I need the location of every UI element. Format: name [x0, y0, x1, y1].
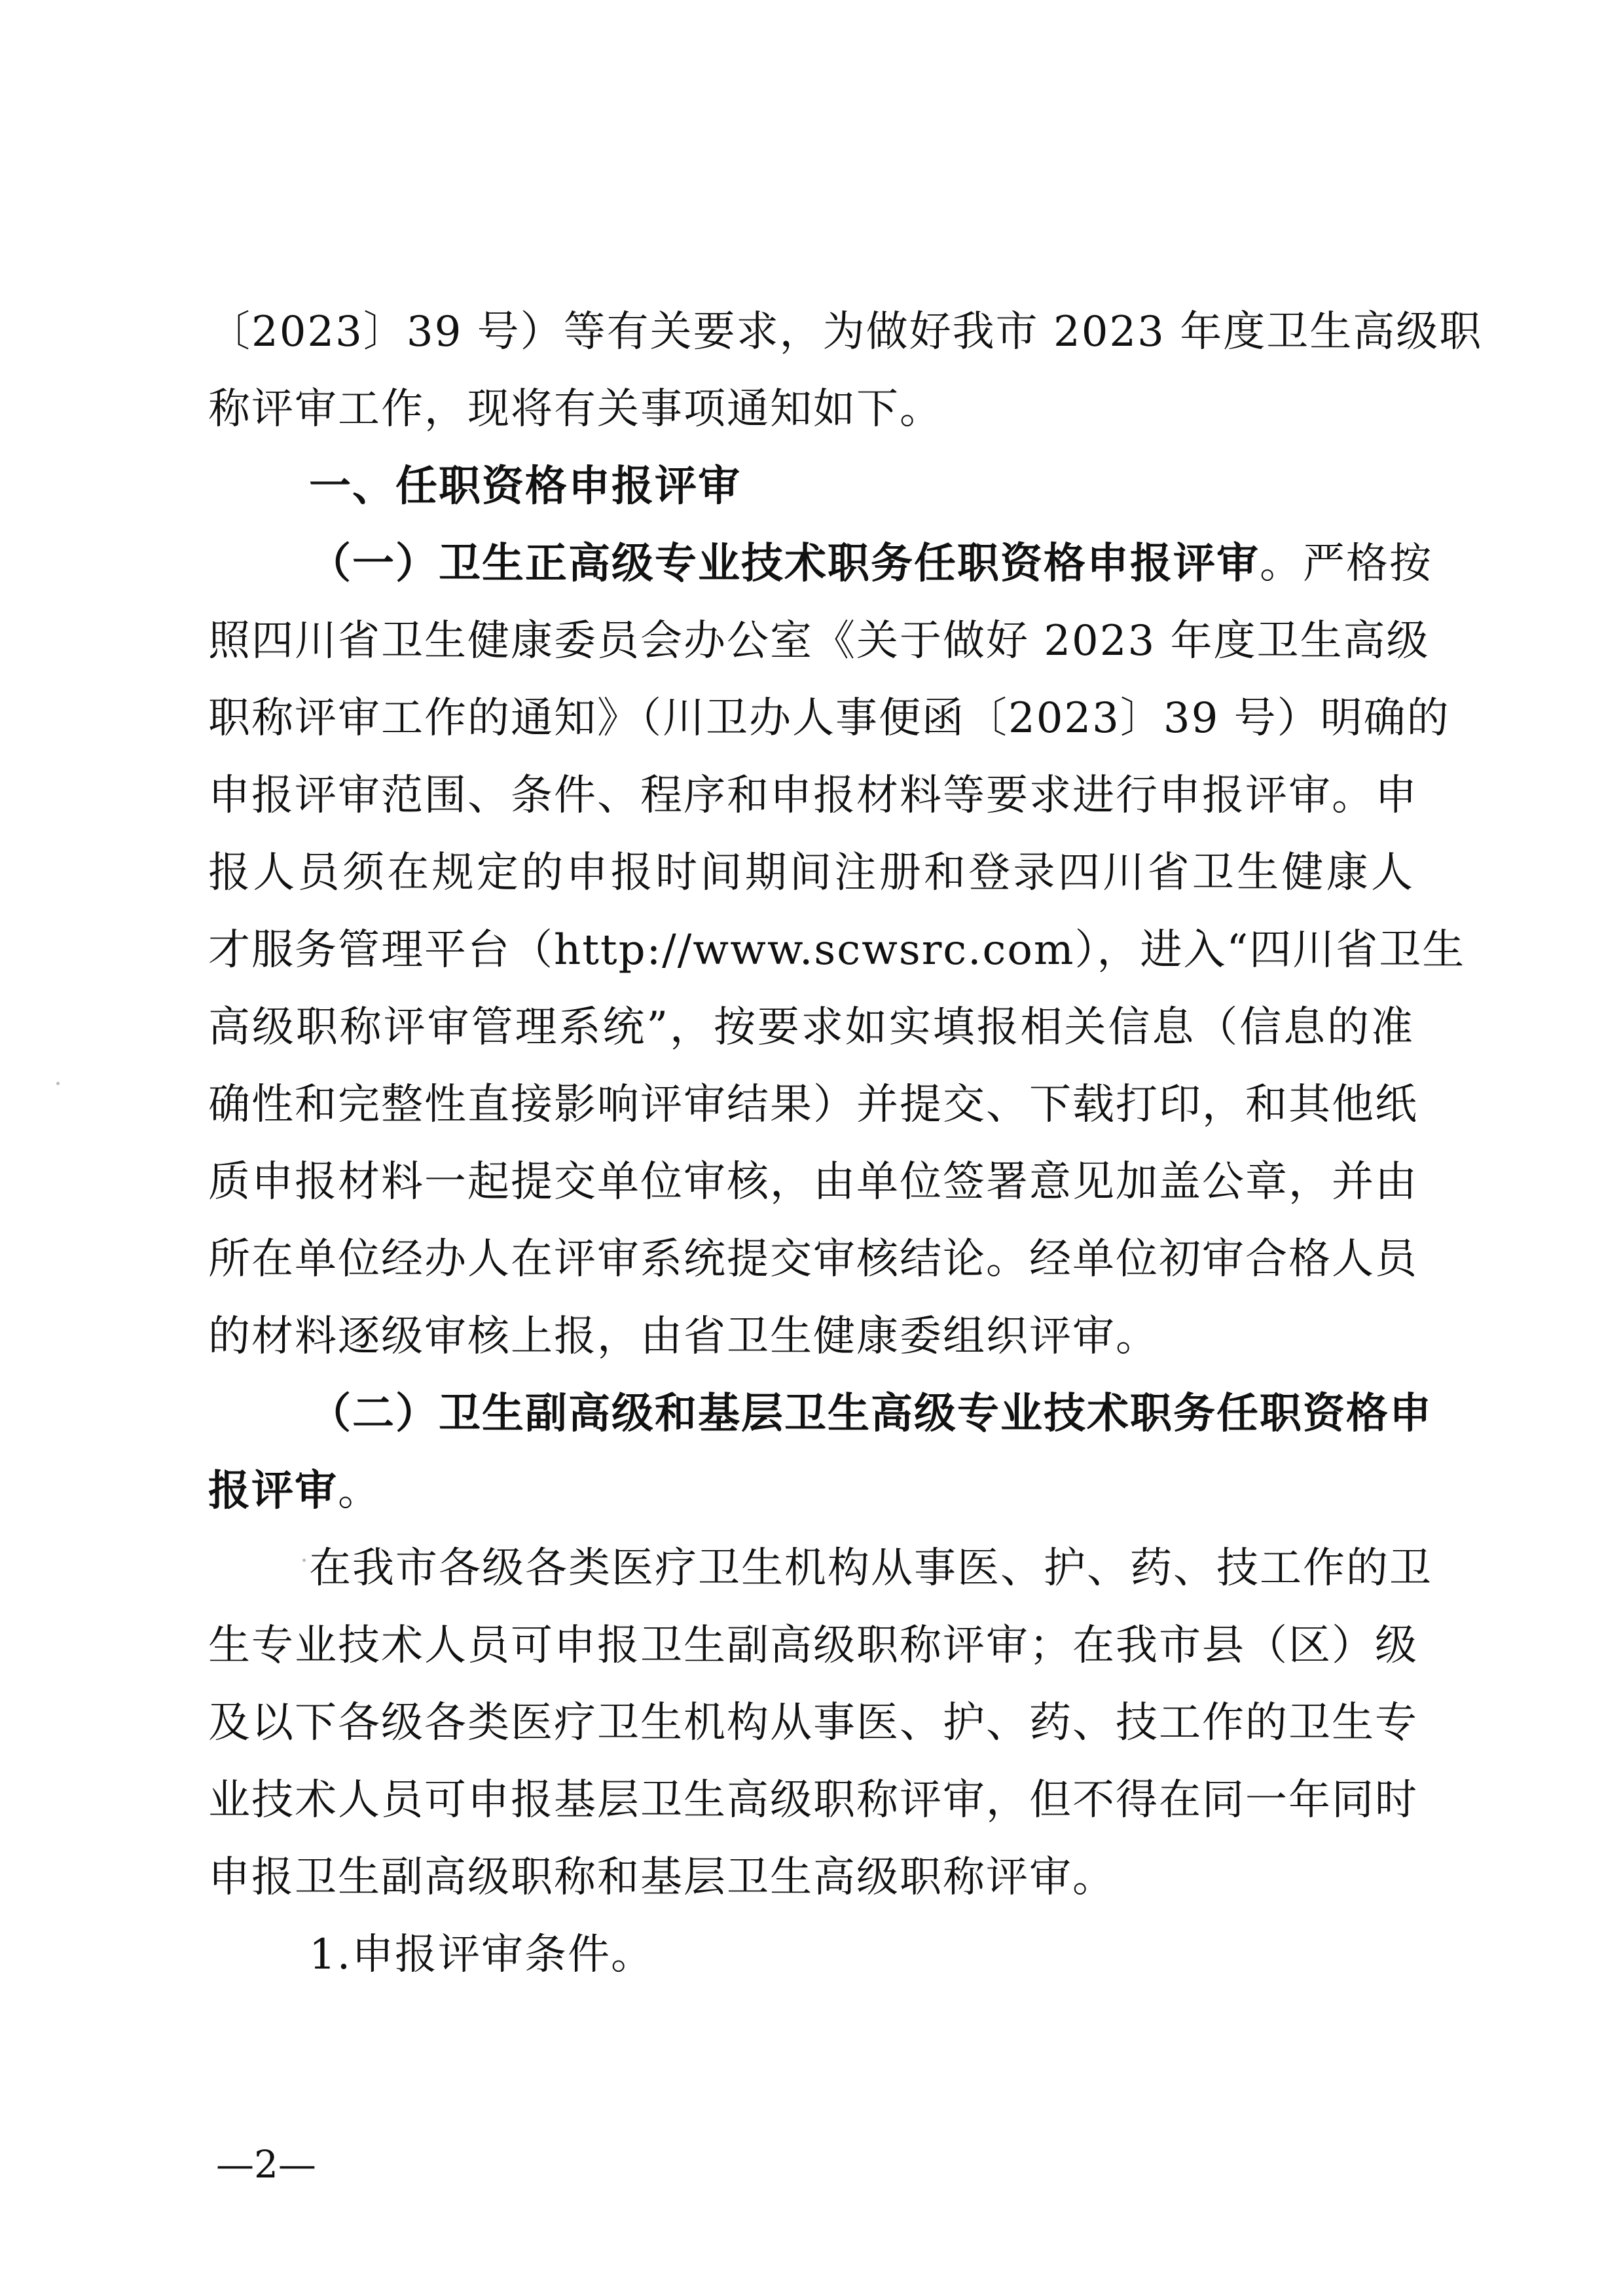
paragraph-line	[208, 371, 1414, 448]
line-text: 高级职称评审管理系统”，按要求如实填报相关信息（信息的准	[208, 1003, 1414, 1052]
line-text: 申报评审范围、条件、程序和申报材料等要求进行申报评审。申	[208, 771, 1418, 820]
line-text: 。严格按	[1260, 540, 1432, 588]
paragraph-line	[208, 912, 1466, 989]
scan-speck	[302, 1559, 306, 1562]
paragraph-line	[208, 1453, 1414, 1530]
paragraph-line	[208, 1607, 1418, 1684]
line-text: 职称评审工作的通知》（川卫办人事便函〔2023〕39 号）明确的	[208, 694, 1450, 743]
paragraph-line	[208, 1143, 1418, 1221]
paragraph-line	[208, 757, 1418, 834]
paragraph-line	[208, 1839, 1414, 1916]
line-text: 业技术人员可申报基层卫生高级职称评审，但不得在同一年同时	[208, 1776, 1418, 1824]
line-text: 及以下各级各类医疗卫生机构从事医、护、药、技工作的卫生专	[208, 1699, 1418, 1747]
paragraph-line	[208, 1762, 1418, 1839]
paragraph-line	[208, 1066, 1418, 1143]
line-text: 所在单位经办人在评审系统提交审核结论。经单位初审合格人员	[208, 1235, 1418, 1284]
line-text: 照四川省卫生健康委员会办公室《关于做好 2023 年度卫生高级	[208, 617, 1430, 665]
paragraph-line	[208, 602, 1430, 680]
section-heading	[208, 448, 1414, 525]
body-text	[208, 293, 1483, 1993]
line-text: 。	[338, 1467, 381, 1515]
line-text: 的材料逐级审核上报，由省卫生健康委组织评审。	[208, 1312, 1159, 1361]
line-text: （二）卫生副高级和基层卫生高级专业技术职务任职资格申	[309, 1389, 1432, 1438]
line-text: 〔2023〕39 号）等有关要求，为做好我市 2023 年度卫生高级职	[208, 308, 1483, 356]
paragraph-line	[208, 989, 1414, 1066]
paragraph-line	[208, 525, 1432, 602]
paragraph-line	[208, 1221, 1418, 1298]
paragraph-line	[208, 1684, 1418, 1762]
paragraph-line	[208, 293, 1483, 371]
list-item	[208, 1916, 1414, 1993]
paragraph-line	[208, 834, 1414, 912]
line-text: 1.申报评审条件。	[309, 1931, 655, 1979]
paragraph-line	[208, 680, 1450, 757]
paragraph-line	[208, 1298, 1414, 1375]
line-text: 称评审工作，现将有关事项通知如下。	[208, 385, 943, 434]
line-text: 在我市各级各类医疗卫生机构从事医、护、药、技工作的卫	[309, 1544, 1432, 1593]
page-number: —2—	[216, 2142, 316, 2187]
subsection-title: （一）卫生正高级专业技术职务任职资格申报评审	[309, 539, 1260, 588]
line-text: 质申报材料一起提交单位审核，由单位签署意见加盖公章，并由	[208, 1158, 1418, 1206]
heading-text: 一、任职资格申报评审	[309, 462, 741, 511]
line-text: 报人员须在规定的申报时间期间注册和登录四川省卫生健康人	[208, 849, 1414, 897]
subsection-title-end: 报评审	[208, 1466, 338, 1515]
line-text: 才服务管理平台（http://www.scwsrc.com），进入“四川省卫生	[208, 926, 1466, 974]
paragraph-line	[208, 1530, 1432, 1607]
line-text: 申报卫生副高级职称和基层卫生高级职称评审。	[208, 1853, 1116, 1902]
line-text: 确性和完整性直接影响评审结果）并提交、下载打印，和其他纸	[208, 1081, 1418, 1129]
subsection-title	[208, 1375, 1432, 1453]
scan-speck	[56, 1082, 60, 1085]
line-text: 生专业技术人员可申报卫生副高级职称评审；在我市县（区）级	[208, 1621, 1418, 1670]
